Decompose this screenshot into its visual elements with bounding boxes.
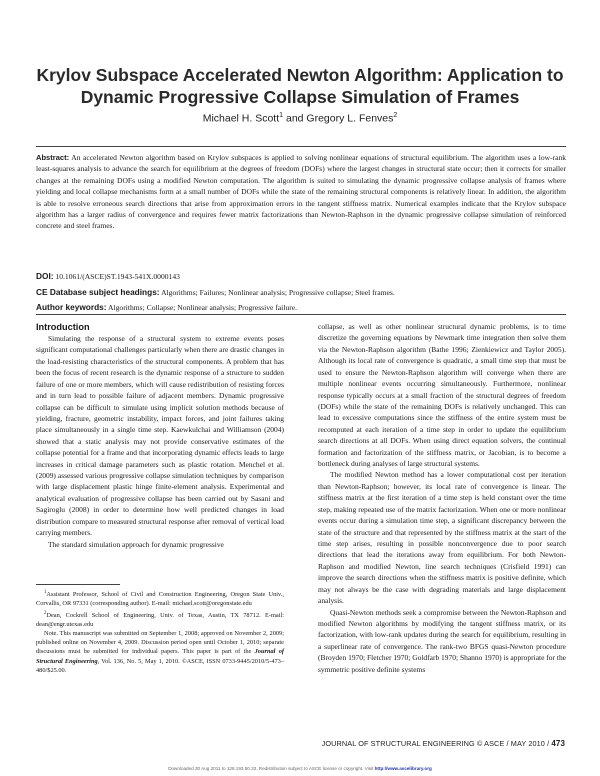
left-column: [36, 321, 284, 550]
footnote-divider: [36, 584, 120, 585]
intro-paragraph-1: Simulating the response of a structural system to extreme events poses significant computational challenges particularly when there are drastic changes in the load-resisting characteristics of the structural components. A problem that has been the focus of recent research is the dynamic response of a structure to sudden failure of one or more members, which will cause redistribution of resisting forces and in turn lead to possible failure of adjacent members. Dynamic progressive collapse can be difficult to simulate using implicit solution methods because of yielding, fracture, geometric instability, impact forces, and joint failures taking place simultaneously in a single time step. Kaewkulchai and Williamson (2004) showed that a static analysis may not provide conservative estimates of the collapse potential for a frame and that incorporating dynamic effects leads to large increases in critical damage parameters such as plastic rotation. Menchel et al. (2009) assessed various progressive collapse simulation techniques by comparison with large displacement plastic hinge finite-element analysis. Experimental and analytical evaluation of progressive collapse has been carried out by Sasani and Sagiroglu (2008) in order to determine how well predicted changes in load distribution compare to measured structural response after removal of vertical load carrying members.: [36, 334, 284, 538]
author-2: Gregory L. Fenves: [306, 112, 394, 125]
subject-headings-line: [36, 287, 566, 298]
intro-paragraph-4: The modified Newton method has a lower computational cost per iteration than Newton-Raphson; however, its local rate of convergence is linear. The stiffness matrix at the first iteration of a time step is held constant over the time step, making repeated use of the matrix factorization. When one or more nonlinear events occur during a simulation time step, a significant discrepancy between the state of the structure and that represented by the stiffness matrix at the start of the time step arises, resulting in possible nonconvergence due to poor search directions that lead the iterations away from equilibrium. For both Newton-Raphson and modified Newton, line search techniques (Crisfield 1991) can improve the search directions when the stiffness matrix is positive definite, which may not always be the case with degrading materials and large displacement analysis.: [318, 470, 566, 606]
subject-headings-value: Algorithms; Failures; Nonlinear analysis; Progressive collapse; Steel frames.: [161, 288, 395, 297]
footnote-1: [36, 588, 284, 609]
doi-value[interactable]: 10.1061/(ASCE)ST.1943-541X.0000143: [55, 272, 180, 281]
keywords-value: Algorithms; Collapse; Nonlinear analysis; Progressive failure.: [108, 303, 297, 312]
author-1-affiliation-mark: 1: [279, 112, 284, 119]
abstract-text: An accelerated Newton algorithm based on Krylov subspaces is applied to solving nonlinear equations of structural equilibrium. The algorithm uses a low-rank least-squares analysis to advance the search for equilibrium at the degrees of freedom (DOFs) where the largest changes in structural state occur; then it corrects for smaller changes at the remaining DOFs using a modified Newton computation. The algorithm is suited to simulating the dynamic progressive collapse analysis of frames where yielding and local collapse mechanisms form at a small number of DOFs while the state of the remaining structural components is relatively linear. In addition, the algorithm is able to resolve erroneous search directions that arise from approximation errors in the tangent stiffness matrix. Numerical examples indicate that the Krylov subspace algorithm has a larger radius of convergence and requires fewer matrix factorizations than Newton-Raphson in the dynamic progressive collapse simulation of reinforced concrete and steel frames.: [36, 153, 566, 231]
intro-paragraph-5: Quasi-Newton methods seek a compromise between the Newton-Raphson and modified Newton algorithms by modifying the tangent stiffness matrix, or its factorization, with low-rank updates during the search for equilibrium, resulting in a superlinear rate of convergence. The rank-two BFGS quasi-Newton procedure (Broyden 1970; Fletcher 1970; Goldfarb 1970; Shanno 1970) is appropriate for the symmetric positive definite systems: [318, 607, 566, 674]
download-text: Downloaded 30 Aug 2011 to 128.193.50.33. Redistribution subject to ASCE license or copyright. Visit: [168, 766, 375, 771]
submission-note: [36, 629, 284, 675]
note-text-b: , Vol. 136, No. 5, May 1, 2010. ©ASCE, ISSN 0733-9445/2010/5-473–480/$25.00.: [36, 657, 285, 674]
top-divider: [36, 146, 566, 147]
footnote-2-text: Dean, Cockrell School of Engineering, Univ. of Texas, Austin, TX 78712. E-mail: dean@engr.utexas.edu: [36, 611, 284, 628]
right-column: [318, 321, 566, 675]
doi-line: [36, 271, 566, 282]
author-1: Michael H. Scott: [202, 112, 280, 125]
footnote-2-mark: 2: [44, 610, 47, 616]
footnote-1-mark: 1: [44, 590, 47, 595]
download-notice: [0, 766, 600, 771]
author-2-affiliation-mark: 2: [393, 112, 398, 119]
note-text-a: Note. This manuscript was submitted on September 1, 2008; approved on November 2, 2009; published online on November 4, 2009. Discussion period open until October 1, 2010; separate discussions must be submitted for individual papers. This paper is part of the: [36, 630, 284, 656]
intro-paragraph-3: collapse, as well as other nonlinear structural dynamic problems, is to time discretize the governing equations by Newmark time integration then solve them via the Newton-Raphson algorithm (Bathe 1996; Zienkiewicz and Taylor 2005). Although its local rate of convergence is quadratic, a small time step that must be used to ensure the Newton-Raphson algorithm will converge when there are multiple nonlinear events occurring simultaneously. Furthermore, nonlinear response typically occurs at a small fraction of the structural degrees of freedom (DOFs) while the state of the remaining DOFs is relatively unchanged. This can lead to excessive computations since the stiffness of the entire system must be recomputed at each iteration of a time step in order to update the equilibrium search directions at all DOFs. When using direct equation solvers, the continual formation and factorization of the stiffness matrix, or Jacobian, is to become a bottleneck during analyses of large structural systems.: [318, 322, 566, 469]
abstract-divider: [36, 314, 566, 315]
footnote-2: [36, 609, 284, 630]
abstract: [36, 152, 566, 232]
doi-label: DOI:: [36, 271, 54, 281]
page-footer: [322, 739, 565, 748]
footnotes: [36, 588, 284, 675]
author-joiner: and: [283, 112, 307, 125]
introduction-heading: Introduction: [36, 322, 90, 332]
journal-name: Journal of Structural Engineering: [36, 648, 284, 665]
ascelibrary-link[interactable]: http://www.ascelibrary.org: [374, 766, 432, 771]
author-line: [30, 112, 570, 125]
intro-paragraph-2: The standard simulation approach for dynamic progressive: [48, 539, 224, 549]
footnote-1-text: Assistant Professor, School of Civil and Construction Engineering, Oregon State Univ., Corvallis, OR 97331 (corresponding author). E-mail: michael.scott@oregonstate.edu: [36, 591, 284, 608]
subject-headings-label: CE Database subject headings:: [36, 287, 160, 297]
paper-title: Krylov Subspace Accelerated Newton Algorithm: Application to Dynamic Progressive Collapse Simulation of Frames: [36, 65, 564, 107]
page-number: 473: [551, 739, 565, 748]
footer-journal: JOURNAL OF STRUCTURAL ENGINEERING © ASCE / MAY 2010 /: [321, 739, 552, 748]
keywords-line: [36, 302, 566, 313]
keywords-label: Author keywords:: [36, 302, 107, 312]
abstract-label: Abstract:: [36, 153, 70, 162]
